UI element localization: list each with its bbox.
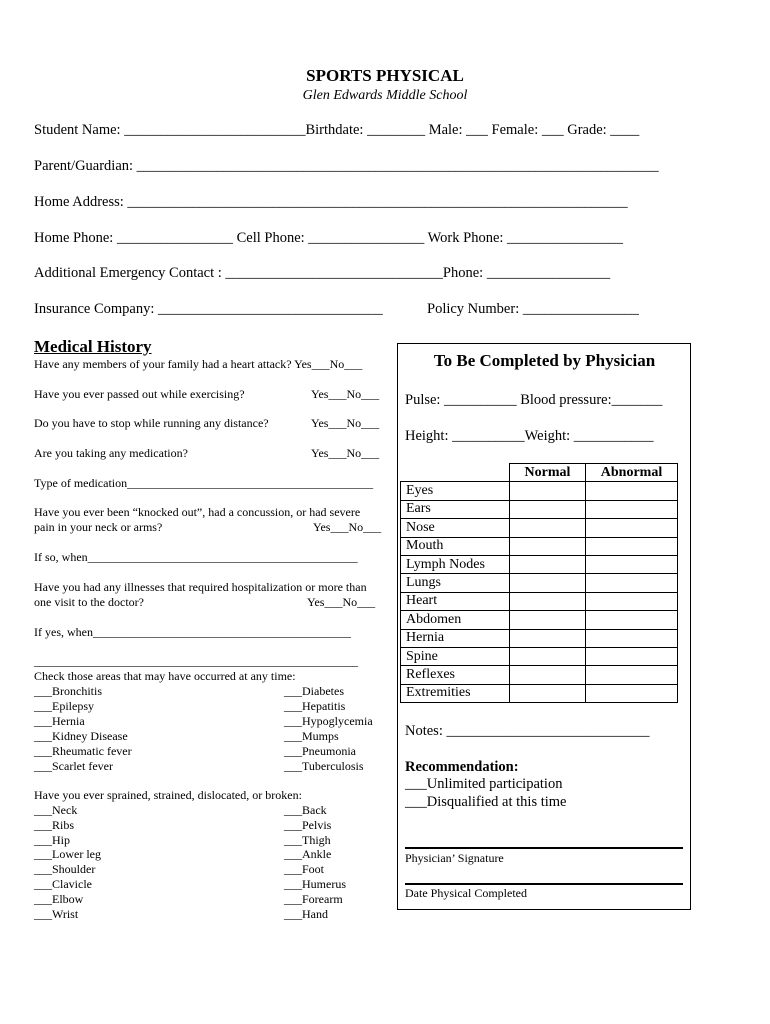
injury-checkbox[interactable]: ___Shoulder xyxy=(34,862,96,877)
condition-checkbox[interactable]: ___Tuberculosis xyxy=(284,759,364,773)
exam-item-label: Reflexes xyxy=(401,666,510,684)
injury-checkbox[interactable]: ___Forearm xyxy=(284,891,343,906)
abnormal-column-header: Abnormal xyxy=(586,464,678,482)
parent-guardian-row[interactable]: Parent/Guardian: ________________________________________________________________________ xyxy=(34,158,659,174)
exam-row xyxy=(401,611,678,629)
condition-checkbox[interactable]: ___Pneumonia xyxy=(284,744,356,758)
conditions-right-list xyxy=(284,684,373,774)
normal-cell[interactable] xyxy=(510,482,586,500)
exam-item-label: Heart xyxy=(401,592,510,610)
abnormal-cell[interactable] xyxy=(586,647,678,665)
medical-history-heading: Medical History xyxy=(34,337,152,356)
exam-row xyxy=(401,574,678,592)
normal-cell[interactable] xyxy=(510,647,586,665)
condition-checkbox[interactable]: ___Epilepsy xyxy=(34,699,94,713)
injury-checkbox[interactable]: ___Hip xyxy=(34,832,70,847)
condition-checkbox[interactable]: ___Diabetes xyxy=(284,684,344,698)
condition-checkbox[interactable]: ___Rheumatic fever xyxy=(34,744,132,758)
form-title: SPORTS PHYSICAL xyxy=(306,66,464,85)
yes-no-hospitalization[interactable]: Yes___No___ xyxy=(307,595,376,609)
exam-row xyxy=(401,647,678,665)
signature-line[interactable] xyxy=(405,847,683,849)
condition-checkbox[interactable]: ___Scarlet fever xyxy=(34,759,113,773)
normal-cell[interactable] xyxy=(510,537,586,555)
injury-checkbox[interactable]: ___Neck xyxy=(34,803,78,817)
normal-column-header: Normal xyxy=(510,464,586,482)
condition-checkbox[interactable]: ___Mumps xyxy=(284,729,339,743)
exam-row xyxy=(401,500,678,518)
policy-number-field[interactable]: Policy Number: ________________ xyxy=(427,301,639,317)
injury-checkbox[interactable]: ___Hand xyxy=(284,906,328,921)
exam-item-label: Eyes xyxy=(401,482,510,500)
yes-no-passed-out[interactable]: Yes___No___ xyxy=(311,387,380,401)
abnormal-cell[interactable] xyxy=(586,629,678,647)
injury-checkbox[interactable]: ___Ribs xyxy=(34,817,75,832)
question-passed-out: Have you ever passed out while exercising? xyxy=(34,387,245,401)
physician-heading: To Be Completed by Physician xyxy=(433,351,656,370)
physician-signature-label: Physician’ Signature xyxy=(405,851,504,865)
normal-cell[interactable] xyxy=(510,592,586,610)
exam-row xyxy=(401,684,678,702)
injury-checkbox[interactable]: ___Back xyxy=(284,803,327,817)
exam-item-label: Lungs xyxy=(401,574,510,592)
condition-checkbox[interactable]: ___Hernia xyxy=(34,714,85,728)
exam-item-label: Ears xyxy=(401,500,510,518)
injury-checkbox[interactable]: ___Pelvis xyxy=(284,817,332,832)
normal-cell[interactable] xyxy=(510,574,586,592)
abnormal-cell[interactable] xyxy=(586,537,678,555)
injury-checkbox[interactable]: ___Lower leg xyxy=(34,847,101,862)
normal-cell[interactable] xyxy=(510,555,586,573)
exam-item-label: Hernia xyxy=(401,629,510,647)
conditions-prompt: Check those areas that may have occurred at any time: xyxy=(34,669,296,683)
exam-item-label: Extremities xyxy=(401,684,510,702)
exam-item-label: Mouth xyxy=(401,537,510,555)
conditions-left-list xyxy=(34,684,132,774)
injury-checkbox[interactable]: ___Elbow xyxy=(34,891,84,906)
exam-item-label: Nose xyxy=(401,519,510,537)
injuries-left-list xyxy=(34,803,101,921)
injuries-right-list xyxy=(284,803,346,921)
normal-cell[interactable] xyxy=(510,629,586,647)
emergency-contact-row[interactable]: Additional Emergency Contact : ______________________________Phone: _________________ xyxy=(34,265,611,281)
home-address-row[interactable]: Home Address: _____________________________________________________________________ xyxy=(34,194,628,210)
yes-no-medication[interactable]: Yes___No___ xyxy=(311,446,380,460)
exam-table-header xyxy=(401,464,678,482)
if-so-when-field[interactable]: If so, when_____________________________________________ xyxy=(34,550,358,564)
normal-cell[interactable] xyxy=(510,519,586,537)
exam-row xyxy=(401,629,678,647)
insurance-company-field[interactable]: Insurance Company: _______________________________ xyxy=(34,301,383,317)
injury-checkbox[interactable]: ___Thigh xyxy=(284,832,331,847)
type-of-medication-field[interactable]: Type of medication_________________________________________ xyxy=(34,476,374,490)
normal-cell[interactable] xyxy=(510,684,586,702)
abnormal-cell[interactable] xyxy=(586,500,678,518)
date-line[interactable] xyxy=(405,883,683,885)
normal-cell[interactable] xyxy=(510,611,586,629)
exam-row xyxy=(401,537,678,555)
exam-item-label: Lymph Nodes xyxy=(401,555,510,573)
abnormal-cell[interactable] xyxy=(586,611,678,629)
injury-checkbox[interactable]: ___Foot xyxy=(284,862,325,877)
condition-checkbox[interactable]: ___Hypoglycemia xyxy=(284,714,373,728)
exam-table xyxy=(400,463,678,703)
unlimited-participation-option[interactable]: ___Unlimited participation xyxy=(405,776,563,792)
exam-row xyxy=(401,592,678,610)
exam-item-label: Abdomen xyxy=(401,611,510,629)
phone-row[interactable]: Home Phone: ________________ Cell Phone: ________________ Work Phone: ________________ xyxy=(34,230,624,246)
student-info-row[interactable]: Student Name: _________________________Birthdate: ________ Male: ___ Female: ___ Grade: ____ xyxy=(34,122,640,138)
injury-checkbox[interactable]: ___Humerus xyxy=(284,876,346,891)
normal-cell[interactable] xyxy=(510,500,586,518)
injury-checkbox[interactable]: ___Clavicle xyxy=(34,876,92,891)
question-medication: Are you taking any medication? xyxy=(34,446,188,460)
exam-row xyxy=(401,482,678,500)
exam-row xyxy=(401,666,678,684)
question-hospitalization-line2: one visit to the doctor? xyxy=(34,595,144,609)
injury-checkbox[interactable]: ___Ankle xyxy=(284,847,332,862)
abnormal-cell[interactable] xyxy=(586,666,678,684)
exam-row xyxy=(401,519,678,537)
yes-no-concussion[interactable]: Yes___No___ xyxy=(313,520,382,534)
condition-checkbox[interactable]: ___Hepatitis xyxy=(284,699,346,713)
pulse-bp-row[interactable]: Pulse: __________ Blood pressure:_______ xyxy=(405,392,663,408)
injury-checkbox[interactable]: ___Wrist xyxy=(34,906,79,921)
if-yes-when-extra-line[interactable]: ______________________________________________________ xyxy=(34,654,358,668)
date-completed-label: Date Physical Completed xyxy=(405,886,527,900)
injuries-prompt: Have you ever sprained, strained, dislocated, or broken: xyxy=(34,788,302,802)
normal-cell[interactable] xyxy=(510,666,586,684)
abnormal-cell[interactable] xyxy=(586,519,678,537)
abnormal-cell[interactable] xyxy=(586,684,678,702)
abnormal-cell[interactable] xyxy=(586,482,678,500)
notes-field[interactable]: Notes: ____________________________ xyxy=(405,723,650,739)
condition-checkbox[interactable]: ___Kidney Disease xyxy=(34,729,128,743)
condition-checkbox[interactable]: ___Bronchitis xyxy=(34,684,102,698)
if-yes-when-field[interactable]: If yes, when___________________________________________ xyxy=(34,625,351,639)
height-weight-row[interactable]: Height: __________Weight: ___________ xyxy=(405,428,654,444)
abnormal-cell[interactable] xyxy=(586,574,678,592)
question-concussion-line2: pain in your neck or arms? xyxy=(34,520,163,534)
question-heart-attack[interactable]: Have any members of your family had a heart attack? Yes___No___ xyxy=(34,357,363,371)
abnormal-cell[interactable] xyxy=(586,555,678,573)
yes-no-stop-running[interactable]: Yes___No___ xyxy=(311,416,380,430)
exam-row xyxy=(401,555,678,573)
question-stop-running: Do you have to stop while running any distance? xyxy=(34,416,269,430)
exam-item-label: Spine xyxy=(401,647,510,665)
question-hospitalization-line1: Have you had any illnesses that required hospitalization or more than xyxy=(34,580,367,594)
exam-header-blank xyxy=(401,464,510,482)
recommendation-heading: Recommendation: xyxy=(405,759,519,775)
question-concussion-line1: Have you ever been “knocked out”, had a concussion, or had severe xyxy=(34,505,361,519)
disqualified-option[interactable]: ___Disqualified at this time xyxy=(405,794,567,810)
school-name: Glen Edwards Middle School xyxy=(302,88,468,103)
abnormal-cell[interactable] xyxy=(586,592,678,610)
